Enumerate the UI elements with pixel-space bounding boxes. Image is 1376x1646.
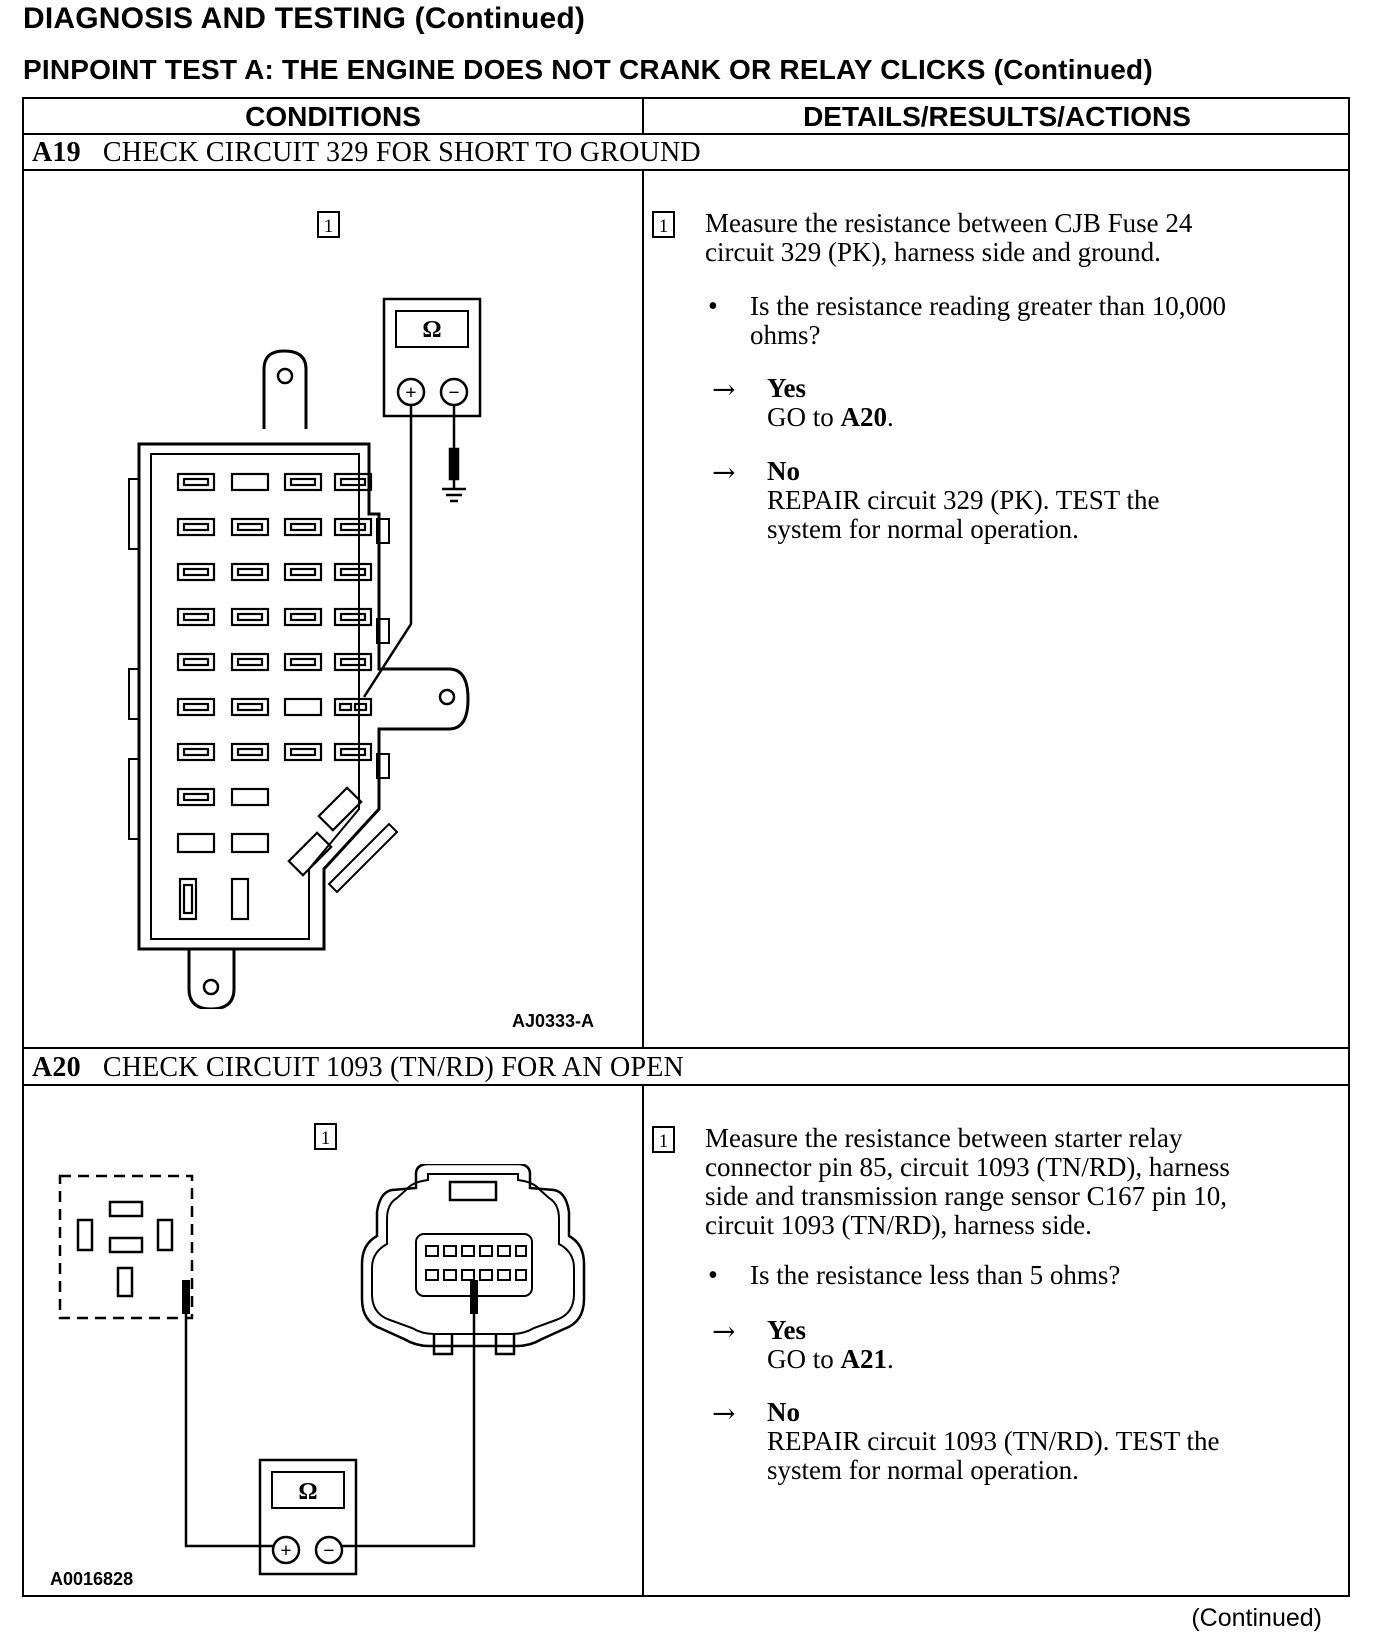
step-a19-id: A19: [32, 137, 81, 168]
a20-minus-jack: −: [323, 1540, 335, 1562]
a20-yes-label: Yes: [767, 1315, 806, 1345]
a20-figure-code: A0016828: [50, 1569, 134, 1589]
a20-instruction-line-2: connector pin 85, circuit 1093 (TN/RD), harness: [705, 1152, 1230, 1182]
a19-figure-code: AJ0333-A: [512, 1011, 595, 1031]
continued-footer: (Continued): [1191, 1604, 1322, 1632]
a19-instruction-line-1: Measure the resistance between CJB Fuse 24: [705, 208, 1193, 238]
a19-ohm-symbol: Ω: [422, 317, 442, 343]
a19-yes-label: Yes: [767, 373, 806, 403]
step-a19-title: CHECK CIRCUIT 329 FOR SHORT TO GROUND: [102, 137, 701, 168]
conditions-column-header: CONDITIONS: [245, 101, 421, 132]
a20-ohm-symbol: Ω: [298, 1479, 318, 1505]
step-a20-title: CHECK CIRCUIT 1093 (TN/RD) FOR AN OPEN: [102, 1052, 684, 1083]
a20-no-action-line-1: REPAIR circuit 1093 (TN/RD). TEST the: [767, 1426, 1220, 1456]
a19-yes-response: [767, 374, 894, 432]
details-column-header: DETAILS/RESULTS/ACTIONS: [803, 101, 1191, 132]
a20-no-label: No: [767, 1397, 800, 1427]
a19-no-arrow-icon: →: [712, 456, 736, 489]
a20-instruction-line-1: Measure the resistance between starter relay: [705, 1123, 1183, 1153]
a19-question: [750, 292, 1226, 350]
a20-no-response: [767, 1398, 1220, 1485]
a20-plus-jack: +: [280, 1540, 292, 1562]
a19-fuse-box-diagram: [114, 289, 494, 1009]
a19-figure-step-marker: 1: [317, 211, 340, 238]
a20-instruction-line-4: circuit 1093 (TN/RD), harness side.: [705, 1210, 1092, 1240]
a19-no-action-line-2: system for normal operation.: [767, 514, 1079, 544]
a19-instruction-line-2: circuit 329 (PK), harness side and ground.: [705, 237, 1161, 267]
a20-question: [750, 1261, 1120, 1290]
a20-bullet: •: [708, 1260, 718, 1291]
a20-relay-connector-diagram: [54, 1164, 614, 1584]
a19-minus-jack: −: [448, 382, 460, 404]
a19-question-line-1: Is the resistance reading greater than 10,000: [750, 291, 1227, 321]
column-divider-a20: [642, 1084, 644, 1597]
a19-yes-action: GO to A20.: [767, 402, 894, 432]
a20-question-line-1: Is the resistance less than 5 ohms?: [750, 1260, 1121, 1290]
a20-instruction-line-3: side and transmission range sensor C167 pin 10,: [705, 1181, 1227, 1211]
step-a19-heading: [32, 134, 701, 170]
a20-yes-arrow-icon: →: [712, 1315, 736, 1348]
a20-no-arrow-icon: →: [712, 1397, 736, 1430]
page-title: DIAGNOSIS AND TESTING (Continued): [23, 2, 586, 35]
pinpoint-test-table: [22, 97, 1350, 1597]
a20-instruction: [705, 1124, 1230, 1240]
a20-no-action-line-2: system for normal operation.: [767, 1455, 1079, 1485]
a19-bullet: •: [708, 291, 718, 322]
a20-yes-response: [767, 1316, 894, 1374]
a19-instruction: [705, 209, 1192, 267]
a20-yes-target-link[interactable]: A21: [840, 1344, 887, 1374]
pinpoint-test-title: PINPOINT TEST A: THE ENGINE DOES NOT CRANK OR RELAY CLICKS (Continued): [23, 54, 1153, 85]
a19-plus-jack: +: [405, 382, 417, 404]
step-a20-id: A20: [32, 1052, 81, 1083]
a20-step-marker: 1: [652, 1126, 675, 1153]
a19-question-line-2: ohms?: [750, 320, 821, 350]
a20-figure-step-marker: 1: [314, 1123, 337, 1150]
a20-yes-action: GO to A21.: [767, 1344, 894, 1374]
a19-no-response: [767, 457, 1160, 544]
a19-yes-target-link[interactable]: A20: [840, 402, 887, 432]
step-a20-heading: [32, 1049, 684, 1085]
a19-step-marker: 1: [652, 211, 675, 238]
a19-no-action-line-1: REPAIR circuit 329 (PK). TEST the: [767, 485, 1160, 515]
a19-no-label: No: [767, 456, 800, 486]
column-divider-a19: [642, 169, 644, 1047]
a19-yes-arrow-icon: →: [712, 373, 736, 406]
